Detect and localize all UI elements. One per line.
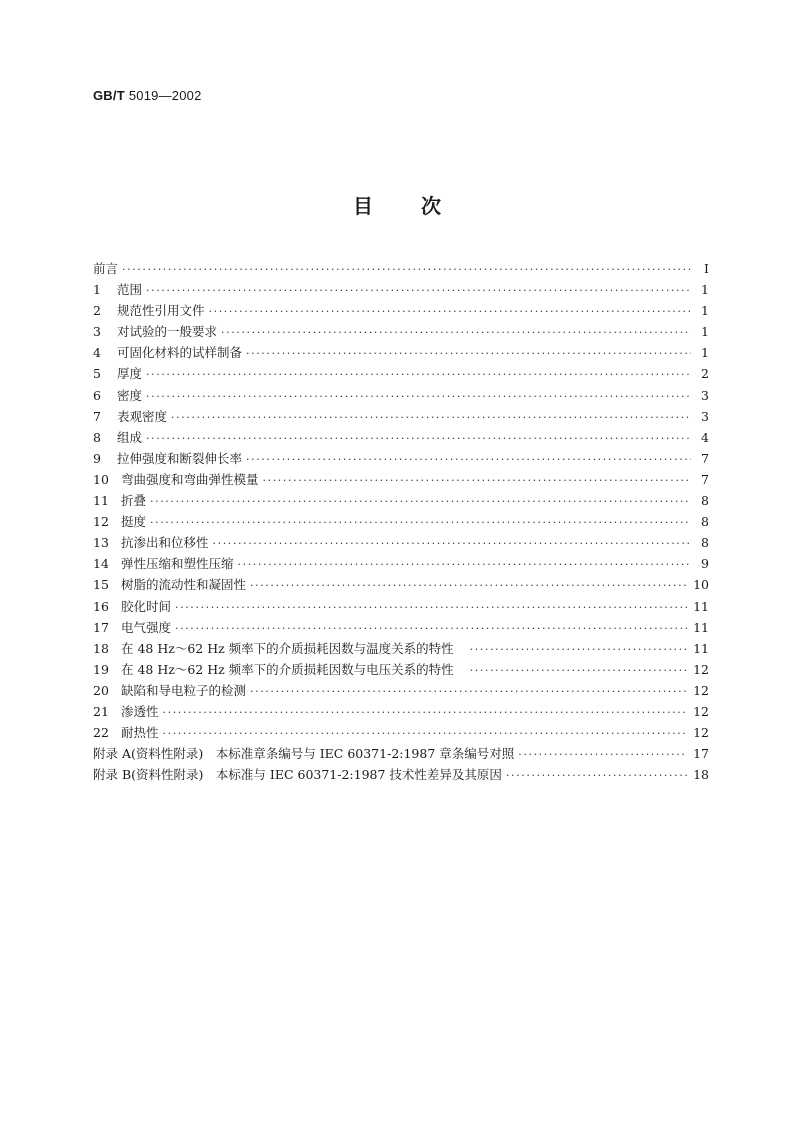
toc-entry-annex-a[interactable] <box>93 743 709 764</box>
dot-leader <box>146 386 691 407</box>
dot-leader <box>250 575 687 596</box>
toc-entry-label: 厚度 <box>117 366 143 382</box>
toc-entry-foreword[interactable] <box>93 258 709 279</box>
toc-entry-label: 在 48 Hz～62 Hz 频率下的介质损耗因数与电压关系的特性 <box>121 661 454 677</box>
toc-entry-number: 5 <box>93 366 101 382</box>
dot-leader <box>213 533 691 554</box>
toc-entry-label: 弯曲强度和弯曲弹性模量 <box>121 471 259 487</box>
toc-entry-label: 缺陷和导电粒子的检测 <box>121 682 247 698</box>
toc-entry[interactable] <box>93 427 709 448</box>
toc-entry-page: 11 <box>693 598 709 614</box>
dot-leader <box>209 301 691 322</box>
toc-entry-number: 2 <box>93 303 101 319</box>
toc-entry-page: 7 <box>701 450 709 466</box>
toc-entry[interactable] <box>93 300 709 321</box>
toc-entry-label: 电气强度 <box>121 619 172 635</box>
toc-entry-number: 14 <box>93 556 109 572</box>
toc-entry-label: 可固化材料的试样制备 <box>117 345 243 361</box>
dot-leader <box>175 597 687 618</box>
toc-entry[interactable] <box>93 342 709 363</box>
toc-entry-annex-b[interactable] <box>93 764 709 785</box>
toc-entry[interactable] <box>93 574 709 595</box>
toc-entry-page: 11 <box>693 619 709 635</box>
toc-entry-page: 1 <box>701 345 709 361</box>
toc-entry-label: 抗渗出和位移性 <box>121 535 209 551</box>
dot-leader <box>470 639 687 660</box>
toc-entry-page: 2 <box>701 366 709 382</box>
toc-entry[interactable] <box>93 469 709 490</box>
toc-entry-page: 11 <box>693 640 709 656</box>
dot-leader <box>250 681 687 702</box>
toc-entry-label: 挺度 <box>121 514 147 530</box>
toc-entry-number: 15 <box>93 577 109 593</box>
toc-entry-number: 7 <box>93 408 101 424</box>
toc-entry[interactable] <box>93 490 709 511</box>
toc-entry-page: 3 <box>701 408 709 424</box>
toc-entry-page: 1 <box>701 303 709 319</box>
toc-entry-label: 树脂的流动性和凝固性 <box>121 577 247 593</box>
toc-entry-page: 9 <box>701 556 709 572</box>
toc-entry-number: 18 <box>93 640 109 656</box>
toc-entry[interactable] <box>93 659 709 680</box>
toc-entry[interactable] <box>93 363 709 384</box>
toc-entry-label: 范围 <box>117 282 143 298</box>
toc-entry-page: I <box>704 261 709 276</box>
toc-entry-number: 19 <box>93 661 109 677</box>
toc-entry-number: 3 <box>93 324 101 340</box>
toc-entry-number: 8 <box>93 429 101 445</box>
dot-leader <box>221 322 691 343</box>
toc-entry-page: 17 <box>693 746 709 762</box>
toc-entry[interactable] <box>93 617 709 638</box>
toc-entry-label: 附录 B(资料性附录) 本标准与 IEC 60371-2:1987 技术性差异及其原因 <box>93 767 502 783</box>
toc-entry-number: 10 <box>93 471 109 487</box>
toc-entry[interactable] <box>93 532 709 553</box>
title-part-1: 目 <box>353 194 373 218</box>
dot-leader <box>150 491 691 512</box>
toc-entry[interactable] <box>93 321 709 342</box>
dot-leader <box>506 765 687 786</box>
page-title <box>0 190 794 219</box>
toc-entry-number: 9 <box>93 450 101 466</box>
title-part-2: 次 <box>421 194 441 218</box>
toc-entry-page: 12 <box>693 703 709 719</box>
toc-entry-number: 17 <box>93 619 109 635</box>
toc-entry-page: 12 <box>693 725 709 741</box>
toc-entry-number: 6 <box>93 387 101 403</box>
toc-entry[interactable] <box>93 279 709 300</box>
toc-entry-label: 弹性压缩和塑性压缩 <box>121 556 234 572</box>
toc-entry-page: 8 <box>701 514 709 530</box>
document-header <box>93 88 202 103</box>
dot-leader <box>150 512 691 533</box>
toc-entry-label: 耐热性 <box>121 725 159 741</box>
toc-entry[interactable] <box>93 385 709 406</box>
standard-number: 5019—2002 <box>128 88 202 103</box>
toc-entry-page: 4 <box>701 429 709 445</box>
toc-entry-number: 1 <box>93 282 101 298</box>
toc-entry-label: 表观密度 <box>117 408 168 424</box>
toc-entry-page: 18 <box>693 767 709 783</box>
toc-entry-number: 11 <box>93 493 109 509</box>
toc-entry[interactable] <box>93 638 709 659</box>
dot-leader <box>175 618 687 639</box>
dot-leader <box>470 660 687 681</box>
dot-leader <box>163 702 688 723</box>
toc-entry-page: 7 <box>701 471 709 487</box>
toc-entry-label: 渗透性 <box>121 703 159 719</box>
table-of-contents <box>93 258 709 785</box>
toc-entry-label: 前言 <box>93 261 119 276</box>
dot-leader <box>238 554 691 575</box>
toc-entry-page: 8 <box>701 493 709 509</box>
toc-entry-label: 组成 <box>117 429 143 445</box>
toc-entry-number: 20 <box>93 682 109 698</box>
dot-leader <box>122 259 691 280</box>
toc-entry-number: 4 <box>93 345 101 361</box>
toc-entry[interactable] <box>93 596 709 617</box>
toc-entry-label: 胶化时间 <box>121 598 172 614</box>
toc-entry-number: 13 <box>93 535 109 551</box>
dot-leader <box>146 428 691 449</box>
dot-leader <box>146 280 691 301</box>
dot-leader <box>163 723 688 744</box>
toc-entry-number: 22 <box>93 725 109 741</box>
toc-entry[interactable] <box>93 553 709 574</box>
dot-leader <box>518 744 687 765</box>
toc-entry-number: 12 <box>93 514 109 530</box>
toc-entry[interactable] <box>93 406 709 427</box>
toc-entry-label: 密度 <box>117 387 143 403</box>
standard-prefix: GB/T <box>93 88 125 103</box>
dot-leader <box>171 407 691 428</box>
toc-entry-page: 10 <box>693 577 709 593</box>
toc-entry[interactable] <box>93 701 709 722</box>
toc-entry-page: 3 <box>701 387 709 403</box>
toc-entry[interactable] <box>93 511 709 532</box>
toc-entry-number: 16 <box>93 598 109 614</box>
dot-leader <box>246 449 691 470</box>
toc-entry-number: 21 <box>93 703 109 719</box>
toc-entry-label: 拉伸强度和断裂伸长率 <box>117 450 243 466</box>
toc-entry[interactable] <box>93 448 709 469</box>
dot-leader <box>146 364 691 385</box>
toc-entry-page: 1 <box>701 282 709 298</box>
toc-entry-page: 12 <box>693 661 709 677</box>
toc-entry-label: 附录 A(资料性附录) 本标准章条编号与 IEC 60371-2:1987 章条编号对照 <box>93 746 515 762</box>
toc-entry-label: 在 48 Hz～62 Hz 频率下的介质损耗因数与温度关系的特性 <box>121 640 454 656</box>
toc-entry-label: 对试验的一般要求 <box>117 324 218 340</box>
toc-entry-label: 规范性引用文件 <box>117 303 205 319</box>
toc-entry-page: 1 <box>701 324 709 340</box>
toc-entry-label: 折叠 <box>121 493 147 509</box>
toc-entry-page: 12 <box>693 682 709 698</box>
dot-leader <box>263 470 691 491</box>
toc-entry[interactable] <box>93 680 709 701</box>
toc-entry-page: 8 <box>701 535 709 551</box>
toc-entry[interactable] <box>93 722 709 743</box>
dot-leader <box>246 343 691 364</box>
